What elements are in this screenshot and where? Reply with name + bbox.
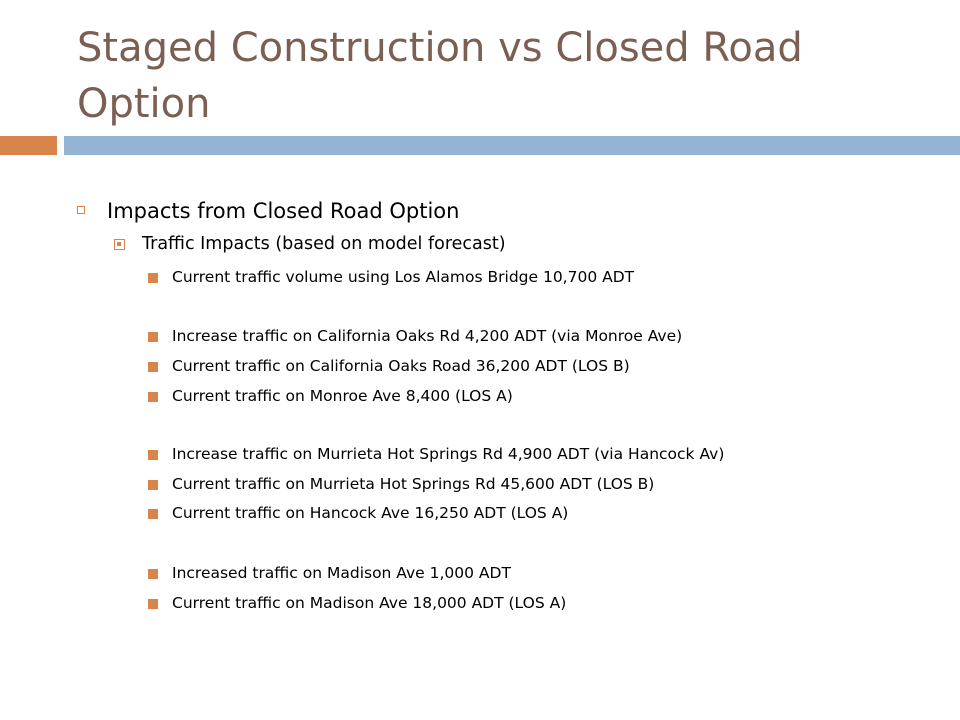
bullet-text: Current traffic on Madison Ave 18,000 ADT (LOS A) bbox=[172, 594, 567, 612]
filled-square-bullet-icon bbox=[148, 332, 158, 342]
filled-square-bullet-icon bbox=[148, 599, 158, 609]
bullet-text: Increase traffic on Murrieta Hot Springs Rd 4,900 ADT (via Hancock Av) bbox=[172, 445, 725, 463]
filled-square-bullet-icon bbox=[148, 480, 158, 490]
bullet-text: Current traffic on Hancock Ave 16,250 ADT (LOS A) bbox=[172, 504, 569, 522]
bullet-text: Current traffic volume using Los Alamos Bridge 10,700 ADT bbox=[172, 268, 635, 286]
bullet-text: Current traffic on California Oaks Road 36,200 ADT (LOS B) bbox=[172, 357, 630, 375]
hollow-square-bullet-icon bbox=[77, 206, 85, 214]
bullet-text: Current traffic on Monroe Ave 8,400 (LOS A) bbox=[172, 387, 513, 405]
filled-square-bullet-icon bbox=[148, 569, 158, 579]
bullet-text: Traffic Impacts (based on model forecast) bbox=[142, 234, 506, 254]
bullet-text: Increased traffic on Madison Ave 1,000 ADT bbox=[172, 564, 511, 582]
bullet-text: Increase traffic on California Oaks Rd 4,200 ADT (via Monroe Ave) bbox=[172, 327, 683, 345]
filled-square-bullet-icon bbox=[148, 362, 158, 372]
slide-title: Staged Construction vs Closed Road Option bbox=[77, 25, 803, 127]
title-rule-accent bbox=[0, 136, 57, 155]
dotted-square-bullet-icon bbox=[114, 239, 125, 250]
filled-square-bullet-icon bbox=[148, 450, 158, 460]
bullet-text: Impacts from Closed Road Option bbox=[107, 199, 460, 223]
bullet-text: Current traffic on Murrieta Hot Springs Rd 45,600 ADT (LOS B) bbox=[172, 475, 655, 493]
filled-square-bullet-icon bbox=[148, 392, 158, 402]
title-rule-bar bbox=[64, 136, 960, 155]
filled-square-bullet-icon bbox=[148, 273, 158, 283]
filled-square-bullet-icon bbox=[148, 509, 158, 519]
